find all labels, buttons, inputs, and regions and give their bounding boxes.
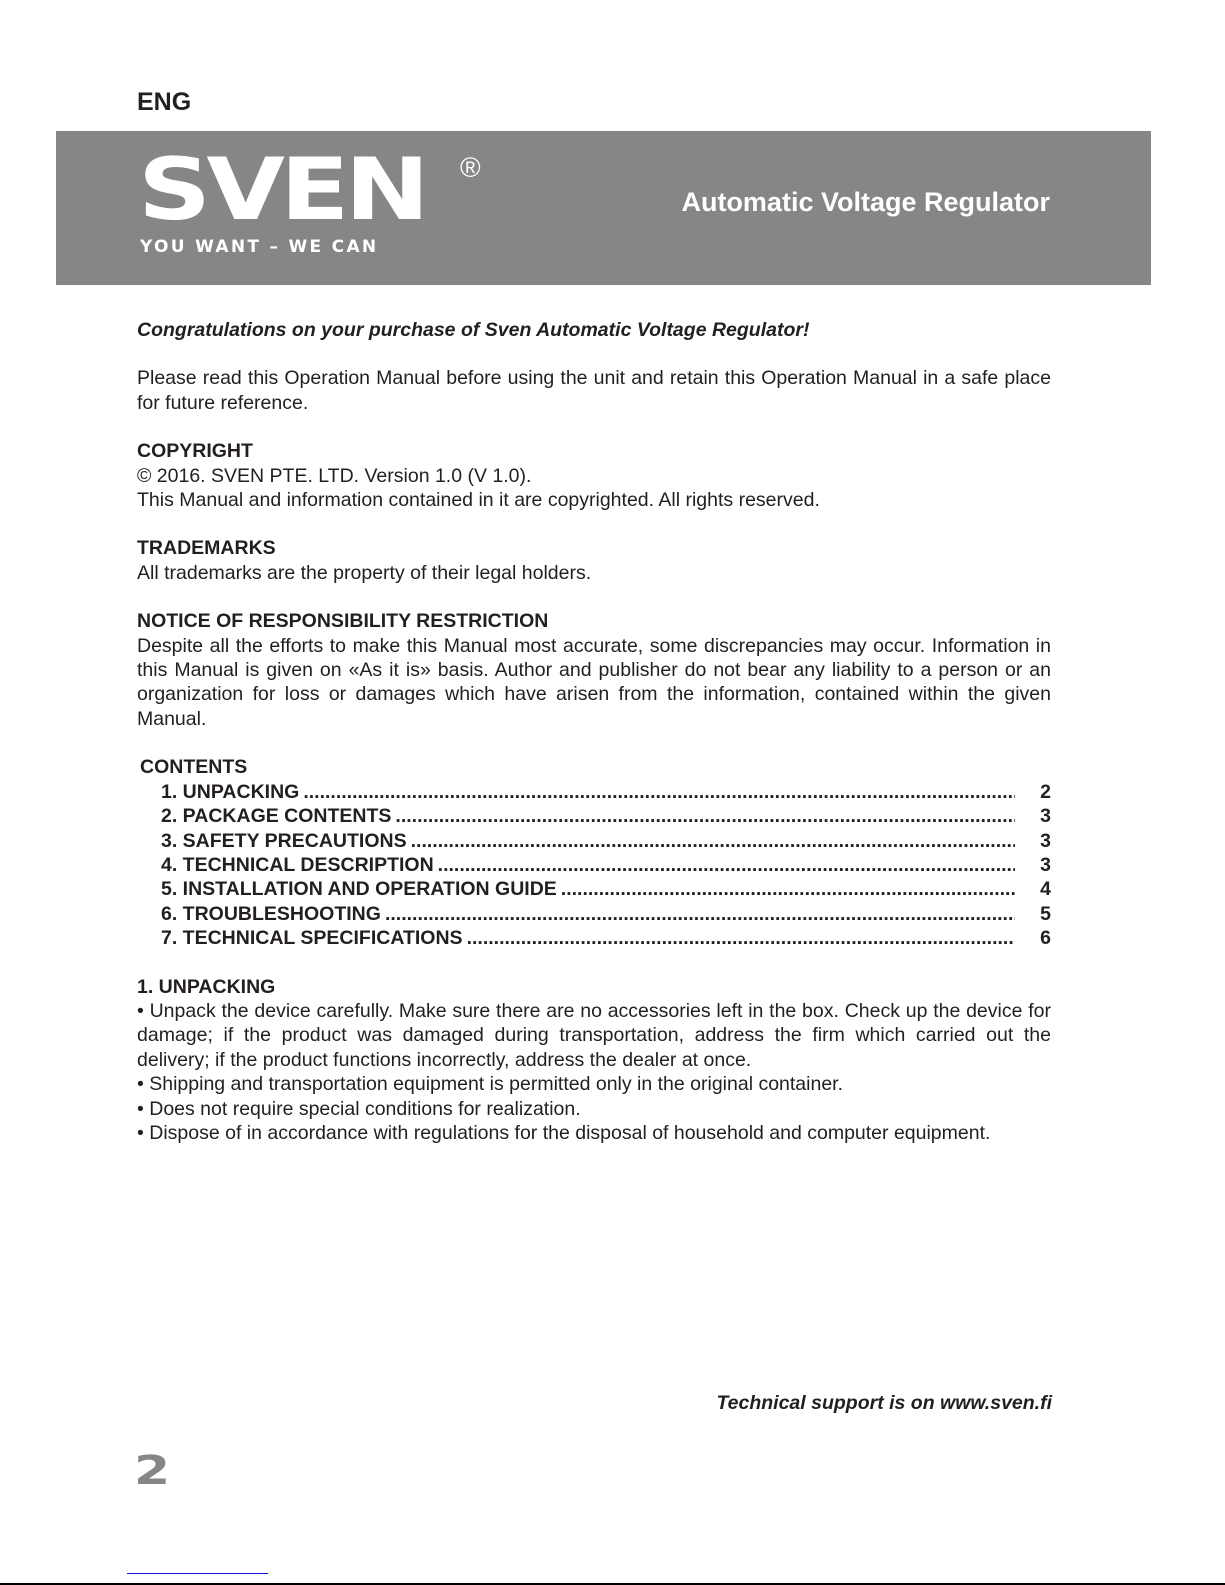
toc-page: 3 xyxy=(1040,829,1051,852)
read-notice: Please read this Operation Manual before using the unit and retain this Operation Manual in a safe place for future reference. xyxy=(137,367,1051,414)
language-label: ENG xyxy=(137,88,192,116)
toc-leader xyxy=(438,853,1015,877)
toc-item[interactable] xyxy=(161,780,1051,804)
toc-leader xyxy=(561,877,1015,901)
contents-heading: CONTENTS xyxy=(140,756,248,779)
content xyxy=(137,318,1051,1145)
page-number: 2 xyxy=(134,1448,171,1494)
toc-item[interactable] xyxy=(161,829,1051,853)
trademarks-text: All trademarks are the property of their legal holders. xyxy=(137,561,592,584)
unpacking-bullet: • Dispose of in accordance with regulations for the disposal of household and computer equipment. xyxy=(137,1121,991,1144)
unpacking-bullet: • Does not require special conditions for realization. xyxy=(137,1097,581,1120)
table-of-contents xyxy=(161,780,1051,951)
toc-page: 3 xyxy=(1040,853,1051,876)
toc-item[interactable] xyxy=(161,902,1051,926)
support-note: Technical support is on www.sven.fi xyxy=(716,1392,1052,1414)
toc-item[interactable] xyxy=(161,804,1051,828)
notice-heading: NOTICE OF RESPONSIBILITY RESTRICTION xyxy=(137,610,549,633)
copyright-text: This Manual and information contained in it are copyrighted. All rights reserved. xyxy=(137,489,820,512)
registered-mark: ® xyxy=(460,152,481,183)
toc-page: 3 xyxy=(1040,805,1051,828)
unpacking-bullet: • Unpack the device carefully. Make sure there are no accessories left in the box. Check up the device for damage; if the product was damaged during transportation, address the firm which carried out the delivery; if the product functions incorrectly, address the dealer at once. xyxy=(137,999,1051,1071)
trademarks-heading: TRADEMARKS xyxy=(137,537,276,560)
toc-leader xyxy=(395,804,1015,828)
toc-leader xyxy=(411,829,1015,853)
toc-item[interactable] xyxy=(161,877,1051,901)
toc-label: 2. PACKAGE CONTENTS xyxy=(161,805,392,828)
toc-item[interactable] xyxy=(161,926,1051,950)
toc-label: 7. TECHNICAL SPECIFICATIONS xyxy=(161,927,463,950)
toc-page: 5 xyxy=(1040,902,1051,925)
toc-leader xyxy=(385,902,1015,926)
congratulations: Congratulations on your purchase of Sven Automatic Voltage Regulator! xyxy=(137,319,810,341)
copyright-heading: COPYRIGHT xyxy=(137,440,253,463)
notice-text: Despite all the efforts to make this Manual most accurate, some discrepancies may occur. Information in this Manual is given on «As it is» basis. Author and publisher do not bear any liability to a person or an organization for loss or damages which have arisen from the information, contained within the given Manual. xyxy=(137,634,1051,730)
copyright-line: © 2016. SVEN PTE. LTD. Version 1.0 (V 1.0). xyxy=(137,464,532,487)
product-title: Automatic Voltage Regulator xyxy=(681,187,1050,217)
toc-leader xyxy=(467,926,1015,950)
sven-logo: SVEN xyxy=(138,151,425,229)
toc-page: 2 xyxy=(1040,780,1051,803)
unpacking-heading: 1. UNPACKING xyxy=(137,975,276,998)
toc-page: 4 xyxy=(1040,878,1051,901)
toc-label: 3. SAFETY PRECAUTIONS xyxy=(161,829,407,852)
logo-tagline: YOU WANT – WE CAN xyxy=(140,237,379,257)
toc-label: 5. INSTALLATION AND OPERATION GUIDE xyxy=(161,878,557,901)
toc-label: 1. UNPACKING xyxy=(161,780,300,803)
toc-label: 6. TROUBLESHOOTING xyxy=(161,902,381,925)
toc-page: 6 xyxy=(1040,927,1051,950)
link-underline xyxy=(127,1573,268,1574)
unpacking-bullet: • Shipping and transportation equipment is permitted only in the original container. xyxy=(137,1073,844,1096)
toc-item[interactable] xyxy=(161,853,1051,877)
toc-label: 4. TECHNICAL DESCRIPTION xyxy=(161,853,434,876)
toc-leader xyxy=(303,780,1015,804)
header-band xyxy=(56,131,1151,285)
